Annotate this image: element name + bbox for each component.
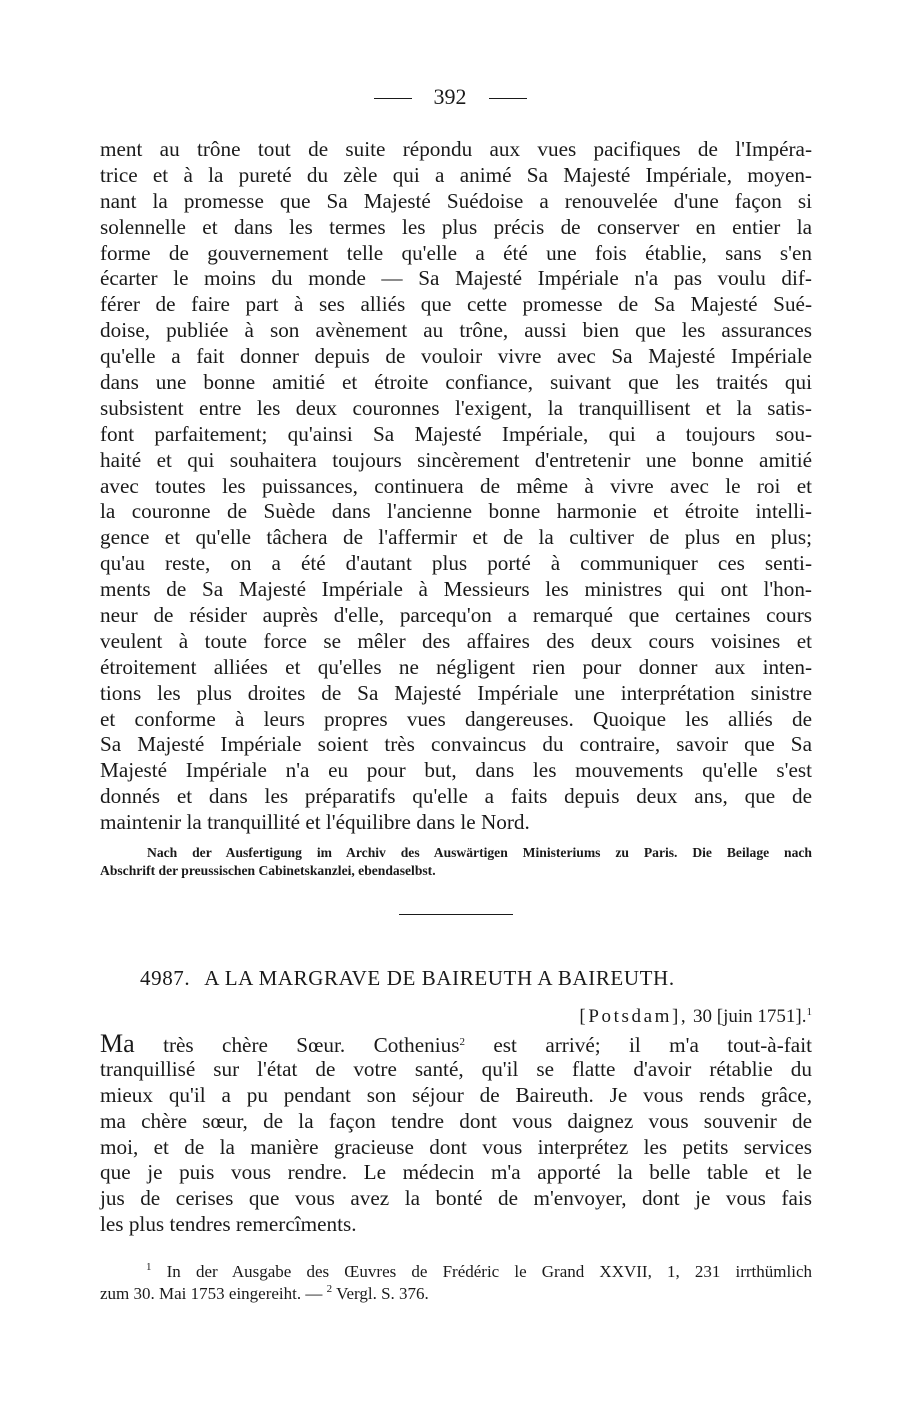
letter-first-line-rest: très chère Sœur. Cothenius — [134, 1033, 460, 1057]
letter-text — [100, 1031, 812, 1238]
letter-line: les plus tendres remercîments. — [100, 1212, 357, 1237]
body-line: maintenir la tranquillité et l'équilibre dans le Nord. — [100, 810, 530, 835]
footnotes — [100, 1261, 812, 1305]
body-line: haité et qui souhaitera toujours sincèrement d'entretenir une bonne amitié — [100, 447, 812, 472]
header-dash-right — [489, 98, 527, 99]
body-line: nant la promesse que Sa Majesté Suédoise a renouvelée d'une façon si — [100, 188, 812, 213]
letter-line: tranquillisé sur l'état de votre santé, qu'il se flatte d'avoir rétablie du — [100, 1056, 812, 1081]
letter-line: ma chère sœur, de la façon tendre dont vous daignez vous souvenir de — [100, 1108, 812, 1133]
letter-line: moi, et de la manière gracieuse dont vous interprétez les petits services — [100, 1134, 812, 1159]
letter-number: 4987. — [140, 966, 191, 990]
footnote-marker: 1 — [146, 1261, 152, 1273]
footnote-ref: 2 — [459, 1036, 465, 1048]
body-line: avec toutes les puissances, continuera de même à vivre avec le roi et — [100, 473, 812, 498]
footnote-text: Vergl. S. 376. — [332, 1284, 429, 1303]
body-line: ment au trône tout de suite répondu aux vues pacifiques de l'Impéra- — [100, 137, 812, 161]
dateline-date: 30 [juin 1751]. — [693, 1006, 807, 1027]
body-line: qu'au reste, on a été d'autant plus porté à communiquer ces senti- — [100, 551, 812, 576]
letter-line: que je puis vous rendre. Le médecin m'a apporté la belle table et le — [100, 1160, 812, 1185]
body-line: et conforme à leurs propres vues dangereuses. Quoique les alliés de — [100, 706, 812, 731]
body-line: qu'elle a fait donner depuis de vouloir vivre avec Sa Majesté Impériale — [100, 344, 812, 369]
body-line: tions les plus droites de Sa Majesté Impériale une interprétation sinistre — [100, 680, 812, 705]
letter-heading — [140, 966, 675, 991]
footnote-text: In der Ausgabe des Œuvres de Frédéric le Grand XXVII, 1, 231 irrthümlich — [151, 1262, 812, 1281]
page-number: 392 — [433, 84, 467, 109]
body-line: subsistent entre les deux couronnes l'exigent, la tranquillisent et la satis- — [100, 395, 812, 420]
body-text — [100, 137, 812, 836]
footnote-marker: 2 — [326, 1283, 333, 1295]
dateline-place: [Potsdam], — [579, 1006, 689, 1027]
page-header — [0, 84, 900, 110]
letter-line: mieux qu'il a pu pendant son séjour de Baireuth. Je vous rends grâce, — [100, 1082, 812, 1107]
body-line: dans une bonne amitié et étroite confiance, suivant que les traités qui — [100, 370, 812, 395]
body-line: neur de résider auprès d'elle, parcequ'on a remarqué que certaines cours — [100, 603, 812, 628]
body-line: écarter le moins du monde — Sa Majesté Impériale n'a pas voulu dif- — [100, 266, 812, 291]
source-note-line: Abschrift der preussischen Cabinetskanzlei, ebendaselbst. — [100, 862, 436, 878]
footnote-ref: 1 — [806, 1006, 812, 1018]
footnote-line — [100, 1283, 812, 1305]
header-dash-left — [374, 98, 412, 99]
body-line: forme de gouvernement telle qu'elle a été une fois établie, sans s'en — [100, 240, 812, 265]
letter-line: jus de cerises que vous avez la bonté de m'envoyer, dont je vous fais — [100, 1186, 812, 1211]
letter-first-word: Ma — [100, 1029, 135, 1058]
body-line: la couronne de Suède dans l'ancienne bonne harmonie et étroite intelli- — [100, 499, 812, 524]
body-line: trice et à la pureté du zèle qui a animé Sa Majesté Impériale, moyen- — [100, 162, 812, 187]
letter-first-line — [100, 1031, 812, 1057]
letter-title: A LA MARGRAVE DE BAIREUTH A BAIREUTH. — [204, 966, 675, 990]
source-note — [100, 844, 812, 879]
footnote-text: zum 30. Mai 1753 eingereiht. — — [100, 1284, 327, 1303]
letter-dateline — [579, 1006, 812, 1028]
footnote-line — [100, 1261, 812, 1283]
body-line: ments de Sa Majesté Impériale à Messieurs les ministres qui ont l'hon- — [100, 577, 812, 602]
body-line: solennelle et dans les termes les plus précis de conserver en entier la — [100, 214, 812, 239]
source-note-line: Nach der Ausfertigung im Archiv des Auswärtigen Ministeriums zu Paris. Die Beilage nach — [147, 845, 812, 860]
body-line: doise, publiée à son avènement au trône, aussi bien que les assurances — [100, 318, 812, 343]
body-line: Sa Majesté Impériale soient très convaincus du contraire, savoir que Sa — [100, 732, 812, 757]
body-line: font parfaitement; qu'ainsi Sa Majesté Impériale, qui a toujours sou- — [100, 421, 812, 446]
section-divider — [399, 914, 513, 915]
body-line: Majesté Impériale n'a eu pour but, dans les mouvements qu'elle s'est — [100, 758, 812, 783]
body-line: veulent à toute force se mêler des affaires des deux cours voisines et — [100, 628, 812, 653]
body-line: donnés et dans les préparatifs qu'elle a faits depuis deux ans, que de — [100, 784, 812, 809]
letter-first-line-tail: est arrivé; il m'a tout-à-fait — [465, 1033, 812, 1057]
body-line: gence et qu'elle tâchera de l'affermir et de la cultiver de plus en plus; — [100, 525, 812, 550]
body-line: férer de faire part à ses alliés que cette promesse de Sa Majesté Sué- — [100, 292, 812, 317]
body-line: étroitement alliées et qu'elles ne négligent rien pour donner aux inten- — [100, 654, 812, 679]
